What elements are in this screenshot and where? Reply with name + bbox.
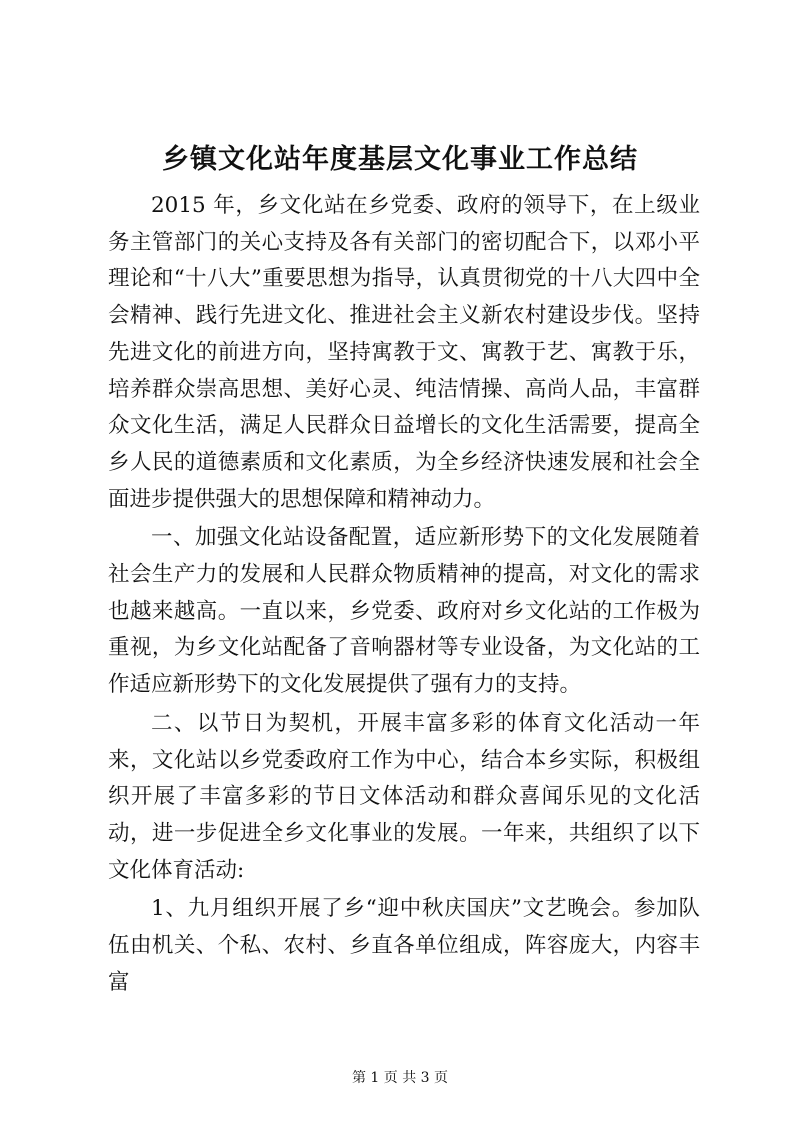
paragraph-intro: 2015 年，乡文化站在乡党委、政府的领导下，在上级业务主管部门的关心支持及各有关部门的密切配合下，以邓小平理论和“十八大”重要思想为指导，认真贯彻党的十八大四中全会精神、践行先进文化、推进社会主义新农村建设步伐。坚持先进文化的前进方向，坚持寓教于文、寓教于艺、寓教于乐，培养群众崇高思想、美好心灵、纯洁情操、高尚人品，丰富群众文化生活，满足人民群众日益增长的文化生活需要，提高全乡人民的道德素质和文化素质，为全乡经济快速发展和社会全面进步提供强大的思想保障和精神动力。 [108,193,700,512]
paragraph-section-two: 二、以节日为契机，开展丰富多彩的体育文化活动一年来，文化站以乡党委政府工作为中心，结合本乡实际，积极组织开展了丰富多彩的节日文体活动和群众喜闻乐见的文化活动，进一步促进全乡文化事业的发展。一年来，共组织了以下文化体育活动: [108,710,700,883]
page-footer: 第 1 页 共 3 页 [351,1070,449,1086]
document-title: 乡镇文化站年度基层文化事业工作总结 [162,144,638,175]
paragraph-section-one: 一、加强文化站设备配置，适应新形势下的文化发展随着社会生产力的发展和人民群众物质精神的提高，对文化的需求也越来越高。一直以来，乡党委、政府对乡文化站的工作极为重视，为乡文化站配备了音响器材等专业设备，为文化站的工作适应新形势下的文化发展提供了强有力的支持。 [108,525,700,698]
paragraph-item-one: 1、九月组织开展了乡“迎中秋庆国庆”文艺晚会。参加队伍由机关、个私、农村、乡直各单位组成，阵容庞大，内容丰富 [108,896,700,995]
document-body [108,188,700,1003]
